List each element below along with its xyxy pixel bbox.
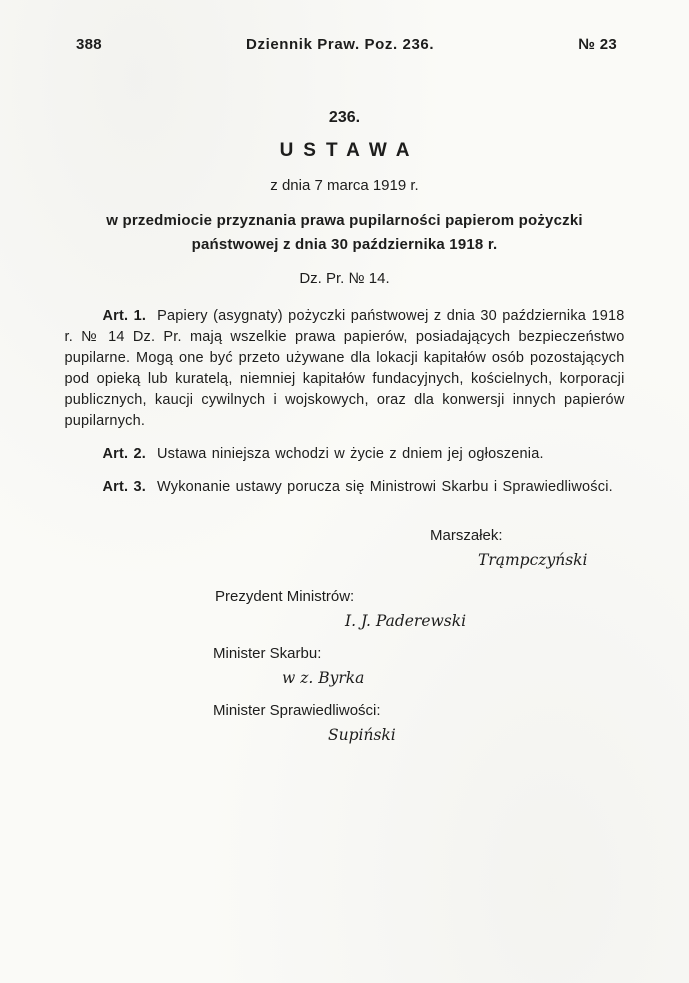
act-subject-line2: państwowej z dnia 30 października 1918 r. bbox=[191, 236, 498, 253]
signature-name: Trąmpczyński bbox=[478, 551, 588, 569]
article-1-text: Papiery (asygnaty) pożyczki państwowej z dnia 30 października 1918 r. № 14 Dz. Pr. mają wszelkie prawa papierów, posiadających bezpieczeństwo pupilarne. Mogą one być przeto używane dla lokacji kapitałów osób pozostających pod opieką lub kuratelą, niemniej kapitałów fundacyjnych, kościelnych, korporacji publicznych, kaucji cywilnych i wojskowych, oraz dla konwersji innych papierów pupilarnych. bbox=[64, 308, 625, 429]
page-header bbox=[0, 0, 689, 53]
signature-minister-sprawiedliwosci bbox=[0, 700, 689, 746]
article-2-text: Ustawa niniejsza wchodzi w życie z dniem jej ogłoszenia. bbox=[157, 446, 544, 462]
signature-title: Marszałek: bbox=[430, 527, 503, 544]
issue-number: № 23 bbox=[578, 36, 617, 53]
article-3-text: Wykonanie ustawy porucza się Ministrowi Skarbu i Sprawiedliwości. bbox=[157, 479, 613, 495]
signature-name: I. J. Paderewski bbox=[345, 612, 467, 630]
signatures-section bbox=[0, 525, 689, 746]
signature-name: w z. Byrka bbox=[282, 669, 365, 687]
article-1 bbox=[65, 306, 625, 432]
signature-title: Prezydent Ministrów: bbox=[215, 588, 355, 605]
act-subject bbox=[0, 209, 689, 257]
act-reference: Dz. Pr. № 14. bbox=[299, 270, 390, 287]
article-2-label: Art. 2. bbox=[102, 446, 146, 462]
journal-title: Dziennik Praw. Poz. 236. bbox=[246, 36, 435, 53]
articles-section bbox=[65, 306, 625, 498]
article-1-label: Art. 1. bbox=[102, 308, 147, 324]
page-number: 388 bbox=[76, 36, 102, 53]
article-3 bbox=[65, 477, 625, 498]
signature-minister-skarbu bbox=[0, 643, 689, 689]
act-date-line: z dnia 7 marca 1919 r. bbox=[270, 177, 419, 194]
signature-title: Minister Skarbu: bbox=[213, 645, 322, 662]
signature-marszalek bbox=[0, 525, 689, 571]
signature-prezydent-ministrow bbox=[0, 586, 689, 632]
article-2 bbox=[65, 444, 625, 465]
article-3-label: Art. 3. bbox=[102, 479, 146, 495]
act-title: USTAWA bbox=[279, 140, 420, 161]
signature-name: Supiński bbox=[328, 726, 396, 744]
signature-title: Minister Sprawiedliwości: bbox=[213, 702, 381, 719]
act-subject-line1: w przedmiocie przyznania prawa pupilarności papierom pożyczki bbox=[106, 212, 583, 229]
act-number: 236. bbox=[328, 109, 361, 126]
